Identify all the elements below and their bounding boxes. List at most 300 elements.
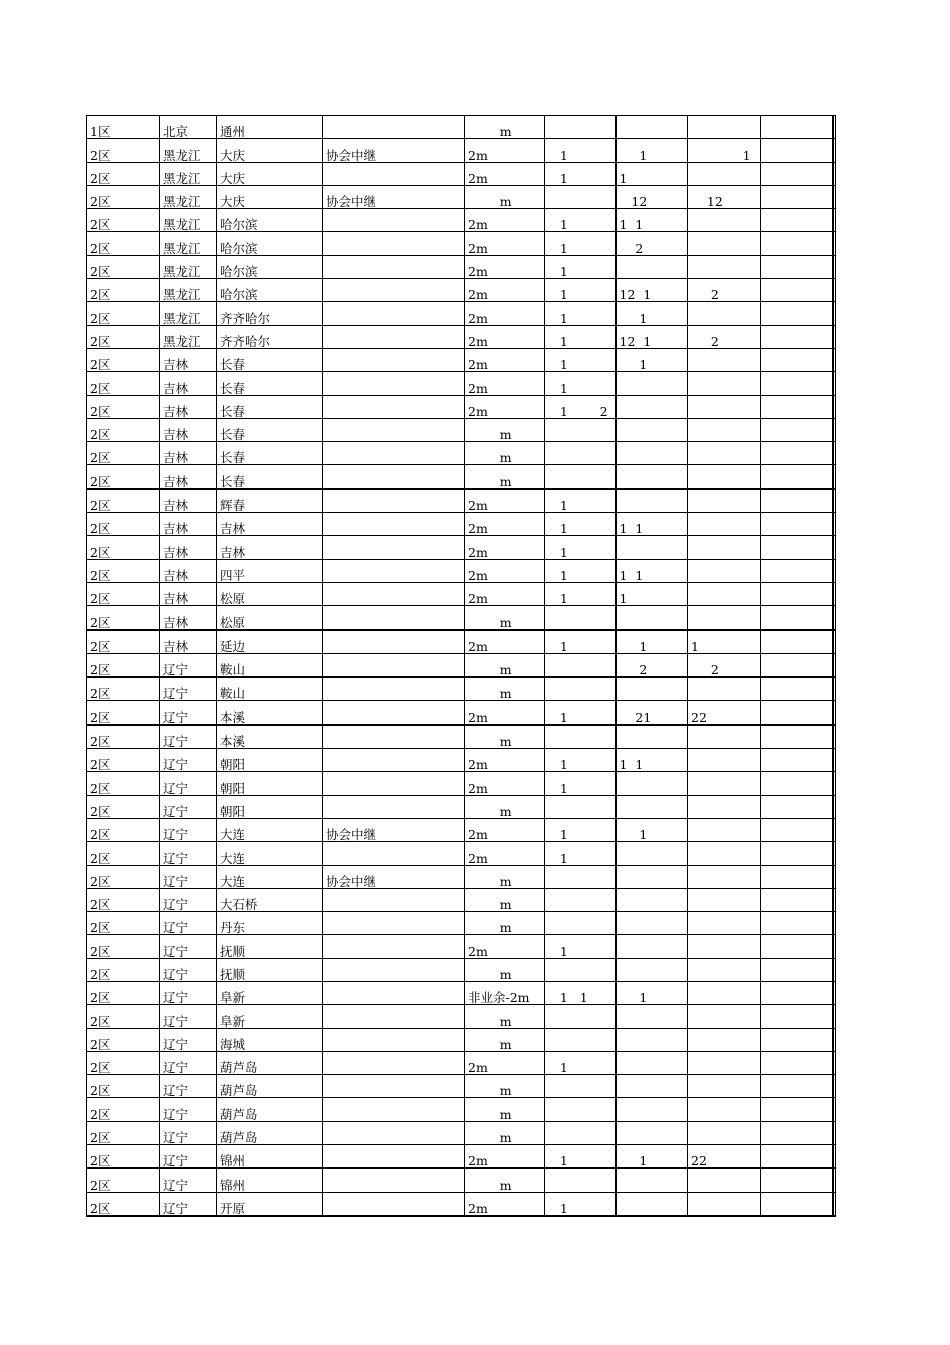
count-cell-d	[761, 232, 833, 255]
count-cell-b: 1	[616, 302, 688, 325]
count-cell-d	[761, 418, 833, 441]
city-cell: 哈尔滨	[217, 279, 323, 302]
province-cell: 黑龙江	[160, 232, 217, 255]
count-cell-c	[688, 255, 761, 278]
table-row	[87, 1121, 836, 1144]
province-cell: 吉林	[160, 442, 217, 465]
city-cell: 本溪	[217, 725, 323, 749]
count-cell-b	[616, 536, 688, 559]
table-row	[87, 325, 836, 348]
count-cell-b	[616, 912, 688, 935]
note-cell	[323, 232, 465, 255]
region-cell: 2区	[87, 981, 160, 1004]
count-cell-c	[688, 1192, 761, 1216]
table-row	[87, 677, 836, 701]
province-cell: 黑龙江	[160, 279, 217, 302]
province-cell: 吉林	[160, 513, 217, 536]
band-cell: m	[465, 606, 545, 630]
city-cell: 长春	[217, 465, 323, 489]
region-cell: 2区	[87, 348, 160, 371]
count-cell-c	[688, 1121, 761, 1144]
city-cell: 四平	[217, 559, 323, 582]
count-cell-a	[545, 1168, 616, 1192]
count-cell-a: 1	[545, 325, 616, 348]
region-cell: 2区	[87, 139, 160, 162]
count-cell-d	[761, 559, 833, 582]
count-cell-b: 1 1	[616, 513, 688, 536]
province-cell: 黑龙江	[160, 255, 217, 278]
band-cell: 2m	[465, 325, 545, 348]
band-cell: 2m	[465, 372, 545, 395]
spare-cell	[833, 606, 836, 630]
count-cell-d	[761, 818, 833, 841]
count-cell-b	[616, 677, 688, 701]
region-cell: 2区	[87, 912, 160, 935]
region-cell: 2区	[87, 725, 160, 749]
count-cell-c	[688, 232, 761, 255]
note-cell	[323, 465, 465, 489]
note-cell	[323, 442, 465, 465]
table-row	[87, 1005, 836, 1028]
city-cell: 阜新	[217, 1005, 323, 1028]
city-cell: 大石桥	[217, 888, 323, 911]
region-cell: 2区	[87, 582, 160, 605]
note-cell	[323, 536, 465, 559]
note-cell	[323, 279, 465, 302]
city-cell: 齐齐哈尔	[217, 302, 323, 325]
count-cell-c	[688, 372, 761, 395]
count-cell-a: 1	[545, 513, 616, 536]
table-body	[87, 116, 836, 1216]
count-cell-d	[761, 395, 833, 418]
table-row	[87, 1145, 836, 1169]
region-cell: 2区	[87, 536, 160, 559]
band-cell: m	[465, 185, 545, 208]
count-cell-a: 1	[545, 842, 616, 865]
count-cell-c	[688, 348, 761, 371]
count-cell-d	[761, 162, 833, 185]
count-cell-b: 2	[616, 653, 688, 677]
band-cell: 2m	[465, 279, 545, 302]
band-cell: 2m	[465, 630, 545, 654]
province-cell: 辽宁	[160, 1192, 217, 1216]
city-cell: 松原	[217, 606, 323, 630]
count-cell-b: 1	[616, 139, 688, 162]
table-row	[87, 958, 836, 981]
region-cell: 2区	[87, 1145, 160, 1169]
count-cell-a: 1	[545, 749, 616, 772]
region-cell: 2区	[87, 606, 160, 630]
count-cell-d	[761, 279, 833, 302]
count-cell-c	[688, 513, 761, 536]
count-cell-b	[616, 772, 688, 795]
band-cell: 2m	[465, 209, 545, 232]
city-cell: 松原	[217, 582, 323, 605]
region-cell: 2区	[87, 465, 160, 489]
province-cell: 吉林	[160, 348, 217, 371]
province-cell: 黑龙江	[160, 162, 217, 185]
table-row	[87, 630, 836, 654]
count-cell-c	[688, 958, 761, 981]
data-table	[86, 115, 836, 1217]
count-cell-c	[688, 795, 761, 818]
count-cell-a: 1	[545, 139, 616, 162]
count-cell-d	[761, 442, 833, 465]
count-cell-b	[616, 1005, 688, 1028]
province-cell: 辽宁	[160, 1098, 217, 1121]
spare-cell	[833, 749, 836, 772]
region-cell: 1区	[87, 116, 160, 139]
count-cell-a: 1	[545, 1051, 616, 1074]
count-cell-a: 1	[545, 302, 616, 325]
count-cell-c	[688, 981, 761, 1004]
note-cell	[323, 842, 465, 865]
province-cell: 辽宁	[160, 749, 217, 772]
spare-cell	[833, 232, 836, 255]
table-row	[87, 536, 836, 559]
city-cell: 大庆	[217, 139, 323, 162]
band-cell: m	[465, 677, 545, 701]
count-cell-d	[761, 795, 833, 818]
city-cell: 大连	[217, 818, 323, 841]
note-cell	[323, 209, 465, 232]
count-cell-d	[761, 372, 833, 395]
count-cell-d	[761, 935, 833, 958]
count-cell-a: 1	[545, 772, 616, 795]
count-cell-c	[688, 772, 761, 795]
city-cell: 大庆	[217, 162, 323, 185]
spare-cell	[833, 395, 836, 418]
band-cell: 2m	[465, 302, 545, 325]
city-cell: 本溪	[217, 701, 323, 725]
region-cell: 2区	[87, 795, 160, 818]
region-cell: 2区	[87, 1051, 160, 1074]
count-cell-b	[616, 255, 688, 278]
province-cell: 辽宁	[160, 1145, 217, 1169]
band-cell: 2m	[465, 232, 545, 255]
note-cell	[323, 795, 465, 818]
region-cell: 2区	[87, 842, 160, 865]
province-cell: 吉林	[160, 536, 217, 559]
city-cell: 抚顺	[217, 958, 323, 981]
spare-cell	[833, 209, 836, 232]
spare-cell	[833, 1192, 836, 1216]
spare-cell	[833, 842, 836, 865]
count-cell-b	[616, 842, 688, 865]
count-cell-b	[616, 888, 688, 911]
count-cell-a: 1	[545, 536, 616, 559]
count-cell-c	[688, 749, 761, 772]
count-cell-d	[761, 749, 833, 772]
count-cell-d	[761, 513, 833, 536]
table-row	[87, 442, 836, 465]
count-cell-d	[761, 325, 833, 348]
city-cell: 大庆	[217, 185, 323, 208]
note-cell	[323, 1005, 465, 1028]
province-cell: 黑龙江	[160, 185, 217, 208]
count-cell-a	[545, 677, 616, 701]
count-cell-a: 1	[545, 162, 616, 185]
note-cell	[323, 725, 465, 749]
region-cell: 2区	[87, 1098, 160, 1121]
province-cell: 辽宁	[160, 1121, 217, 1144]
band-cell: m	[465, 795, 545, 818]
count-cell-b: 1	[616, 1145, 688, 1169]
spare-cell	[833, 302, 836, 325]
province-cell: 黑龙江	[160, 209, 217, 232]
note-cell: 协会中继	[323, 865, 465, 888]
table-row	[87, 162, 836, 185]
table-row	[87, 1098, 836, 1121]
region-cell: 2区	[87, 185, 160, 208]
count-cell-b: 1 1	[616, 559, 688, 582]
city-cell: 朝阳	[217, 749, 323, 772]
note-cell	[323, 630, 465, 654]
spare-cell	[833, 255, 836, 278]
band-cell: 2m	[465, 489, 545, 513]
region-cell: 2区	[87, 302, 160, 325]
count-cell-b: 2	[616, 232, 688, 255]
count-cell-c	[688, 582, 761, 605]
spare-cell	[833, 582, 836, 605]
region-cell: 2区	[87, 630, 160, 654]
table-row	[87, 372, 836, 395]
count-cell-d	[761, 1145, 833, 1169]
region-cell: 2区	[87, 372, 160, 395]
note-cell	[323, 653, 465, 677]
city-cell: 海城	[217, 1028, 323, 1051]
table-row	[87, 606, 836, 630]
province-cell: 辽宁	[160, 653, 217, 677]
table-row	[87, 395, 836, 418]
spare-cell	[833, 1145, 836, 1169]
city-cell: 鞍山	[217, 653, 323, 677]
city-cell: 鞍山	[217, 677, 323, 701]
region-cell: 2区	[87, 1005, 160, 1028]
band-cell: m	[465, 1121, 545, 1144]
count-cell-d	[761, 677, 833, 701]
region-cell: 2区	[87, 1121, 160, 1144]
count-cell-c	[688, 912, 761, 935]
table-row	[87, 1168, 836, 1192]
count-cell-b	[616, 1121, 688, 1144]
count-cell-b: 1 1	[616, 749, 688, 772]
band-cell: 非业余-2m	[465, 981, 545, 1004]
count-cell-d	[761, 958, 833, 981]
count-cell-b: 21	[616, 701, 688, 725]
count-cell-a	[545, 795, 616, 818]
count-cell-b	[616, 1098, 688, 1121]
count-cell-c	[688, 1005, 761, 1028]
count-cell-c	[688, 302, 761, 325]
band-cell: m	[465, 958, 545, 981]
province-cell: 黑龙江	[160, 325, 217, 348]
count-cell-c	[688, 395, 761, 418]
province-cell: 黑龙江	[160, 302, 217, 325]
count-cell-d	[761, 465, 833, 489]
band-cell: 2m	[465, 818, 545, 841]
count-cell-b	[616, 935, 688, 958]
region-cell: 2区	[87, 677, 160, 701]
note-cell	[323, 395, 465, 418]
spare-cell	[833, 725, 836, 749]
spare-cell	[833, 489, 836, 513]
count-cell-b	[616, 442, 688, 465]
band-cell: 2m	[465, 395, 545, 418]
spare-cell	[833, 1075, 836, 1098]
note-cell	[323, 701, 465, 725]
note-cell	[323, 1192, 465, 1216]
count-cell-d	[761, 630, 833, 654]
band-cell: 2m	[465, 1145, 545, 1169]
table-row	[87, 653, 836, 677]
region-cell: 2区	[87, 489, 160, 513]
city-cell: 哈尔滨	[217, 209, 323, 232]
band-cell: 2m	[465, 139, 545, 162]
province-cell: 辽宁	[160, 1168, 217, 1192]
province-cell: 吉林	[160, 372, 217, 395]
city-cell: 齐齐哈尔	[217, 325, 323, 348]
region-cell: 2区	[87, 818, 160, 841]
note-cell: 协会中继	[323, 818, 465, 841]
count-cell-c	[688, 465, 761, 489]
spare-cell	[833, 325, 836, 348]
count-cell-d	[761, 1168, 833, 1192]
count-cell-a	[545, 116, 616, 139]
count-cell-c	[688, 818, 761, 841]
count-cell-d	[761, 536, 833, 559]
note-cell	[323, 772, 465, 795]
count-cell-c	[688, 888, 761, 911]
region-cell: 2区	[87, 865, 160, 888]
province-cell: 辽宁	[160, 888, 217, 911]
province-cell: 黑龙江	[160, 139, 217, 162]
count-cell-d	[761, 255, 833, 278]
table-row	[87, 209, 836, 232]
spare-cell	[833, 465, 836, 489]
count-cell-a: 1	[545, 1192, 616, 1216]
region-cell: 2区	[87, 418, 160, 441]
city-cell: 长春	[217, 442, 323, 465]
band-cell: m	[465, 888, 545, 911]
count-cell-d	[761, 888, 833, 911]
count-cell-a: 1	[545, 701, 616, 725]
city-cell: 吉林	[217, 536, 323, 559]
band-cell: m	[465, 1075, 545, 1098]
count-cell-d	[761, 1051, 833, 1074]
province-cell: 辽宁	[160, 1005, 217, 1028]
note-cell	[323, 162, 465, 185]
count-cell-d	[761, 606, 833, 630]
count-cell-c: 2	[688, 653, 761, 677]
city-cell: 锦州	[217, 1168, 323, 1192]
count-cell-c: 1	[688, 139, 761, 162]
table-row	[87, 279, 836, 302]
note-cell	[323, 513, 465, 536]
spare-cell	[833, 653, 836, 677]
region-cell: 2区	[87, 513, 160, 536]
province-cell: 辽宁	[160, 865, 217, 888]
spare-cell	[833, 442, 836, 465]
count-cell-a	[545, 865, 616, 888]
note-cell	[323, 606, 465, 630]
spare-cell	[833, 981, 836, 1004]
spare-cell	[833, 1168, 836, 1192]
table-row	[87, 255, 836, 278]
city-cell: 辉春	[217, 489, 323, 513]
city-cell: 开原	[217, 1192, 323, 1216]
count-cell-c	[688, 1075, 761, 1098]
count-cell-b: 1	[616, 582, 688, 605]
spare-cell	[833, 958, 836, 981]
count-cell-a: 1 2	[545, 395, 616, 418]
count-cell-b	[616, 1075, 688, 1098]
province-cell: 吉林	[160, 395, 217, 418]
count-cell-a	[545, 465, 616, 489]
table-row	[87, 818, 836, 841]
table-row	[87, 795, 836, 818]
band-cell: 2m	[465, 582, 545, 605]
count-cell-d	[761, 725, 833, 749]
count-cell-c	[688, 677, 761, 701]
city-cell: 葫芦岛	[217, 1051, 323, 1074]
band-cell: m	[465, 653, 545, 677]
table-row	[87, 1028, 836, 1051]
table-row	[87, 725, 836, 749]
province-cell: 辽宁	[160, 701, 217, 725]
note-cell	[323, 935, 465, 958]
count-cell-c	[688, 162, 761, 185]
band-cell: m	[465, 912, 545, 935]
province-cell: 吉林	[160, 582, 217, 605]
count-cell-c: 12	[688, 185, 761, 208]
table-row	[87, 232, 836, 255]
count-cell-d	[761, 1028, 833, 1051]
spare-cell	[833, 139, 836, 162]
count-cell-c: 1	[688, 630, 761, 654]
province-cell: 辽宁	[160, 795, 217, 818]
band-cell: 2m	[465, 536, 545, 559]
count-cell-d	[761, 116, 833, 139]
province-cell: 辽宁	[160, 1075, 217, 1098]
province-cell: 吉林	[160, 630, 217, 654]
spare-cell	[833, 1005, 836, 1028]
region-cell: 2区	[87, 442, 160, 465]
city-cell: 通州	[217, 116, 323, 139]
region-cell: 2区	[87, 1075, 160, 1098]
count-cell-c	[688, 1051, 761, 1074]
note-cell	[323, 1028, 465, 1051]
note-cell	[323, 677, 465, 701]
band-cell: 2m	[465, 749, 545, 772]
band-cell: 2m	[465, 513, 545, 536]
count-cell-c	[688, 209, 761, 232]
city-cell: 哈尔滨	[217, 232, 323, 255]
table-row	[87, 912, 836, 935]
city-cell: 长春	[217, 372, 323, 395]
count-cell-c	[688, 489, 761, 513]
count-cell-d	[761, 701, 833, 725]
province-cell: 辽宁	[160, 818, 217, 841]
table-row	[87, 582, 836, 605]
count-cell-b: 1	[616, 348, 688, 371]
count-cell-d	[761, 302, 833, 325]
table-row	[87, 185, 836, 208]
city-cell: 朝阳	[217, 772, 323, 795]
count-cell-c	[688, 559, 761, 582]
table-row	[87, 888, 836, 911]
spare-cell	[833, 1121, 836, 1144]
